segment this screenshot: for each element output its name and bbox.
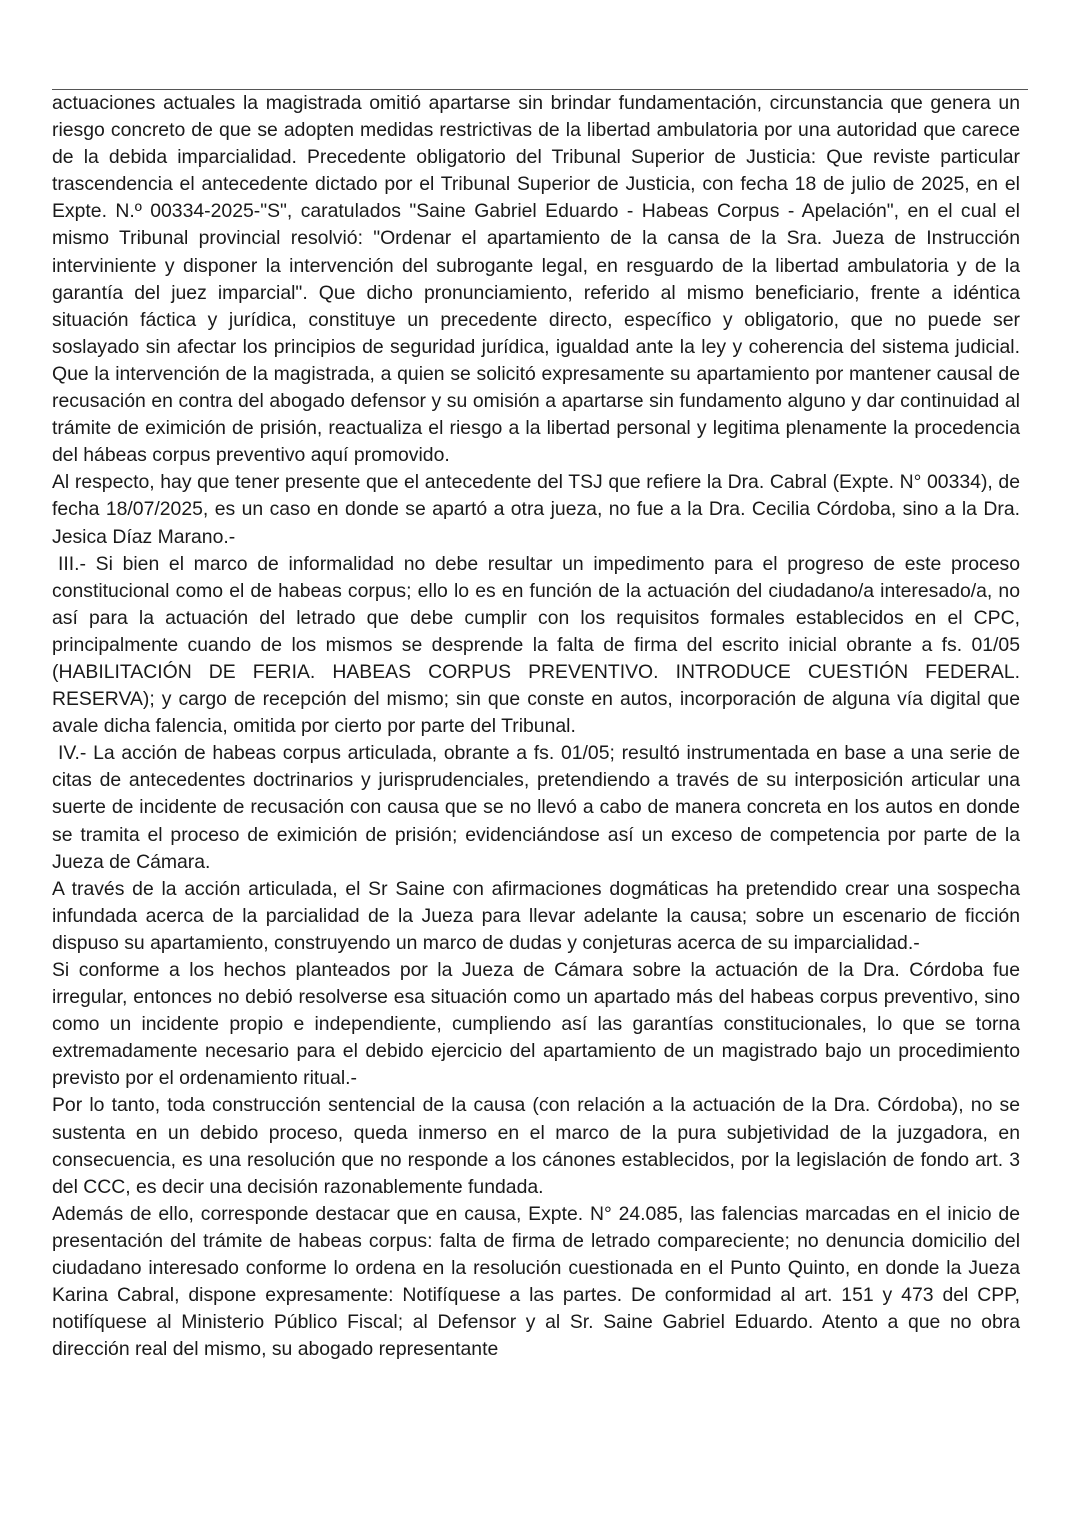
paragraph-accion-articulada: A través de la acción articulada, el Sr Saine con afirmaciones dogmáticas ha pretendido crear una sospecha infundada acerca de la parcialidad de la Jueza para llevar adelante la causa; sobre un escenario de ficción dispuso su apartamiento, construyendo un marco de dudas y conjeturas acerca de su imparcialidad.- bbox=[52, 877, 1020, 954]
paragraph-si-conforme: Si conforme a los hechos planteados por la Jueza de Cámara sobre la actuación de la Dra. Córdoba fue irregular, entonces no debió resolverse esa situación como un apartado más del habeas corpus preventivo, sino como un incidente propio e independiente, cumpliendo así las garantías constitucionales, lo que se torna extremadamente necesario para el debido ejercicio del apartamiento de un magistrado bajo un procedimiento previsto por el ordenamiento ritual.- bbox=[52, 959, 1020, 1090]
document-body bbox=[52, 90, 1020, 1363]
paragraph-precedente: actuaciones actuales la magistrada omitió apartarse sin brindar fundamentación, circunstancia que genera un riesgo concreto de que se adopten medidas restrictivas de la libertad ambulatoria por una autoridad que carece de la debida imparcialidad. Precedente obligatorio del Tribunal Superior de Justicia: Que reviste particular trascendencia el antecedente dictado por el Tribunal Superior de Justicia, con fecha 18 de julio de 2025, en el Expte. N.º 00334-2025-"S", caratulados "Saine Gabriel Eduardo - Habeas Corpus - Apelación", en el cual el mismo Tribunal provincial resolvió: "Ordenar el apartamiento de la cansa de la Sra. Jueza de Instrucción interviniente y disponer la intervención del subrogante legal, en resguardo de la libertad ambulatoria y de la garantía del juez imparcial". Que dicho pronunciamiento, referido al mismo beneficiario, frente a idéntica situación fáctica y jurídica, constituye un precedente directo, específico y obligatorio, que no puede ser soslayado sin afectar los principios de seguridad jurídica, igualdad ante la ley y coherencia del sistema judicial. Que la intervención de la magistrada, a quien se solicitó expresamente su apartamiento por mantener causal de recusación en contra del abogado defensor y su omisión a apartarse sin fundamento alguno y dar continuidad al trámite de eximición de prisión, reactualiza el riesgo a la libertad personal y legitima plenamente la procedencia del hábeas corpus preventivo aquí promovido. bbox=[52, 92, 1020, 467]
paragraph-por-lo-tanto: Por lo tanto, toda construcción sentencial de la causa (con relación a la actuación de la Dra. Córdoba), no se sustenta en un debido proceso, queda inmerso en el marco de la pura subjetividad de la juzgadora, en consecuencia, es una resolución que no responde a los cánones establecidos, por la legislación de fondo art. 3 del CCC, es decir una decisión razonablemente fundada. bbox=[52, 1094, 1020, 1198]
paragraph-section-iii: III.- Si bien el marco de informalidad no debe resultar un impedimento para el progreso de este proceso constitucional como el de habeas corpus; ello lo es en función de la actuación del ciudadano/a interesado/a, no así para la actuación del letrado que debe cumplir con los requisitos formales establecidos en el CPC, principalmente cuando de los mismos se desprende la falta de firma del escrito inicial obrante a fs. 01/05 (HABILITACIÓN DE FERIA. HABEAS CORPUS PREVENTIVO. INTRODUCE CUESTIÓN FEDERAL. RESERVA); y cargo de recepción del mismo; sin que conste en autos, incorporación de alguna vía digital que avale dicha falencia, omitida por cierto por parte del Tribunal. bbox=[52, 552, 1020, 738]
paragraph-ademas: Además de ello, corresponde destacar que en causa, Expte. N° 24.085, las falencias marcadas en el inicio de presentación del trámite de habeas corpus: falta de firma de letrado compareciente; no denuncia domicilio del ciudadano interesado conforme lo ordena en la resolución cuestionada en el Punto Quinto, en donde la Jueza Karina Cabral, dispone expresamente: Notifíquese a las partes. De conformidad al art. 151 y 473 del CPP, notifíquese al Ministerio Público Fiscal; al Defensor y al Sr. Saine Gabriel Eduardo. Atento a que no obra dirección real del mismo, su abogado representante bbox=[52, 1202, 1020, 1361]
paragraph-al-respecto: Al respecto, hay que tener presente que el antecedente del TSJ que refiere la Dra. Cabral (Expte. N° 00334), de fecha 18/07/2025, es un caso en donde se apartó a otra jueza, no fue a la Dra. Cecilia Córdoba, sino a la Dra. Jesica Díaz Marano.- bbox=[52, 471, 1020, 548]
paragraph-section-iv: IV.- La acción de habeas corpus articulada, obrante a fs. 01/05; resultó instrumentada en base a una serie de citas de antecedentes doctrinarios y jurisprudenciales, pretendiendo a través de su interposición articular una suerte de incidente de recusación con causa que se no llevó a cabo de manera concreta en los autos en donde se tramita el proceso de eximición de prisión; evidenciándose así un exceso de competencia por parte de la Jueza de Cámara. bbox=[52, 742, 1020, 873]
